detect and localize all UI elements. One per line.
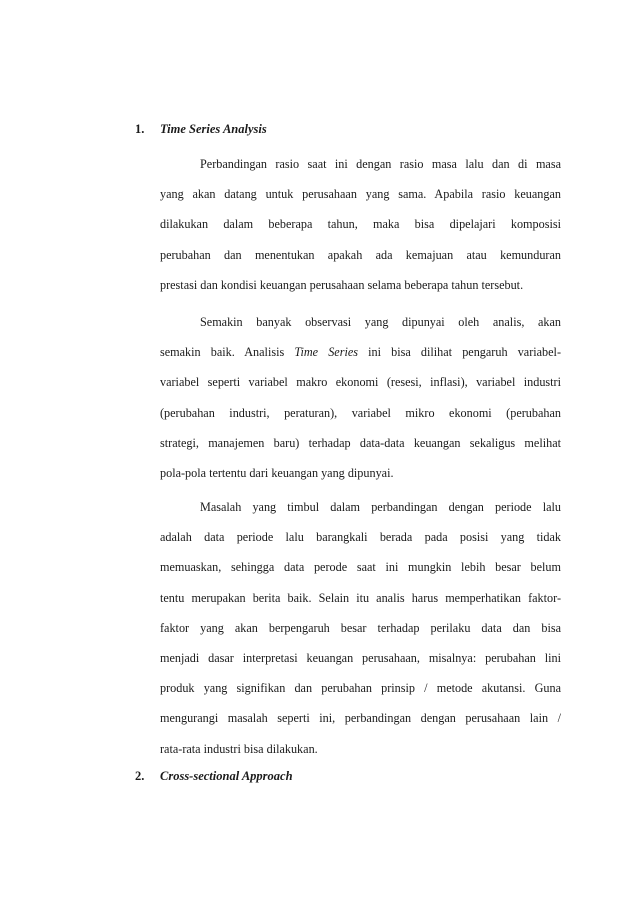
section-heading-2 [135, 768, 293, 784]
paragraph-line: dilakukan dalam beberapa tahun, maka bisa dipelajari komposisi [160, 217, 561, 232]
paragraph-line: (perubahan industri, peraturan), variabel mikro ekonomi (perubahan [160, 405, 561, 420]
paragraph-line: prestasi dan kondisi keuangan perusahaan selama beberapa tahun tersebut. [160, 277, 524, 292]
italic-term: Time Series [294, 345, 358, 360]
paragraph-line: mengurangi masalah seperti ini, perbandingan dengan perusahaan lain / [160, 711, 561, 726]
paragraph-line: adalah data periode lalu barangkali berada pada posisi yang tidak [160, 530, 561, 545]
section-title: Cross-sectional Approach [160, 769, 293, 783]
section-title: Time Series Analysis [160, 122, 267, 136]
paragraph-line: rata-rata industri bisa dilakukan. [160, 741, 318, 756]
paragraph-line: yang akan datang untuk perusahaan yang sama. Apabila rasio keuangan [160, 187, 561, 202]
section-number: 2. [135, 769, 145, 783]
paragraph-line: memuaskan, sehingga data perode saat ini mungkin lebih besar belum [160, 560, 561, 575]
paragraph-1 [160, 149, 561, 300]
line-prefix: semakin baik. Analisis [160, 345, 295, 360]
line-suffix: ini bisa dilihat pengaruh variabel- [358, 345, 561, 360]
paragraph-2 [160, 307, 561, 488]
paragraph-line: menjadi dasar interpretasi keuangan perusahaan, misalnya: perubahan lini [160, 650, 561, 665]
paragraph-line: faktor yang akan berpengaruh besar terhadap perilaku data dan bisa [160, 620, 561, 635]
section-heading-1 [135, 121, 267, 137]
paragraph-line: Masalah yang timbul dalam perbandingan dengan periode lalu [200, 500, 561, 514]
paragraph-line: produk yang signifikan dan perubahan prinsip / metode akutansi. Guna [160, 681, 561, 696]
paragraph-line: pola-pola tertentu dari keuangan yang dipunyai. [160, 465, 394, 480]
paragraph-line: tentu merupakan berita baik. Selain itu analis harus memperhatikan faktor- [160, 590, 561, 605]
paragraph-line: strategi, manajemen baru) terhadap data-data keuangan sekaligus melihat [160, 435, 561, 450]
paragraph-line: Perbandingan rasio saat ini dengan rasio masa lalu dan di masa [200, 157, 561, 171]
paragraph-3 [160, 492, 561, 764]
paragraph-line: Semakin banyak observasi yang dipunyai oleh analis, akan [200, 315, 561, 329]
paragraph-line: variabel seperti variabel makro ekonomi (resesi, inflasi), variabel industri [160, 375, 561, 390]
section-number: 1. [135, 122, 145, 136]
paragraph-line-with-term [160, 337, 561, 367]
paragraph-line: perubahan dan menentukan apakah ada kemajuan atau kemunduran [160, 247, 561, 262]
